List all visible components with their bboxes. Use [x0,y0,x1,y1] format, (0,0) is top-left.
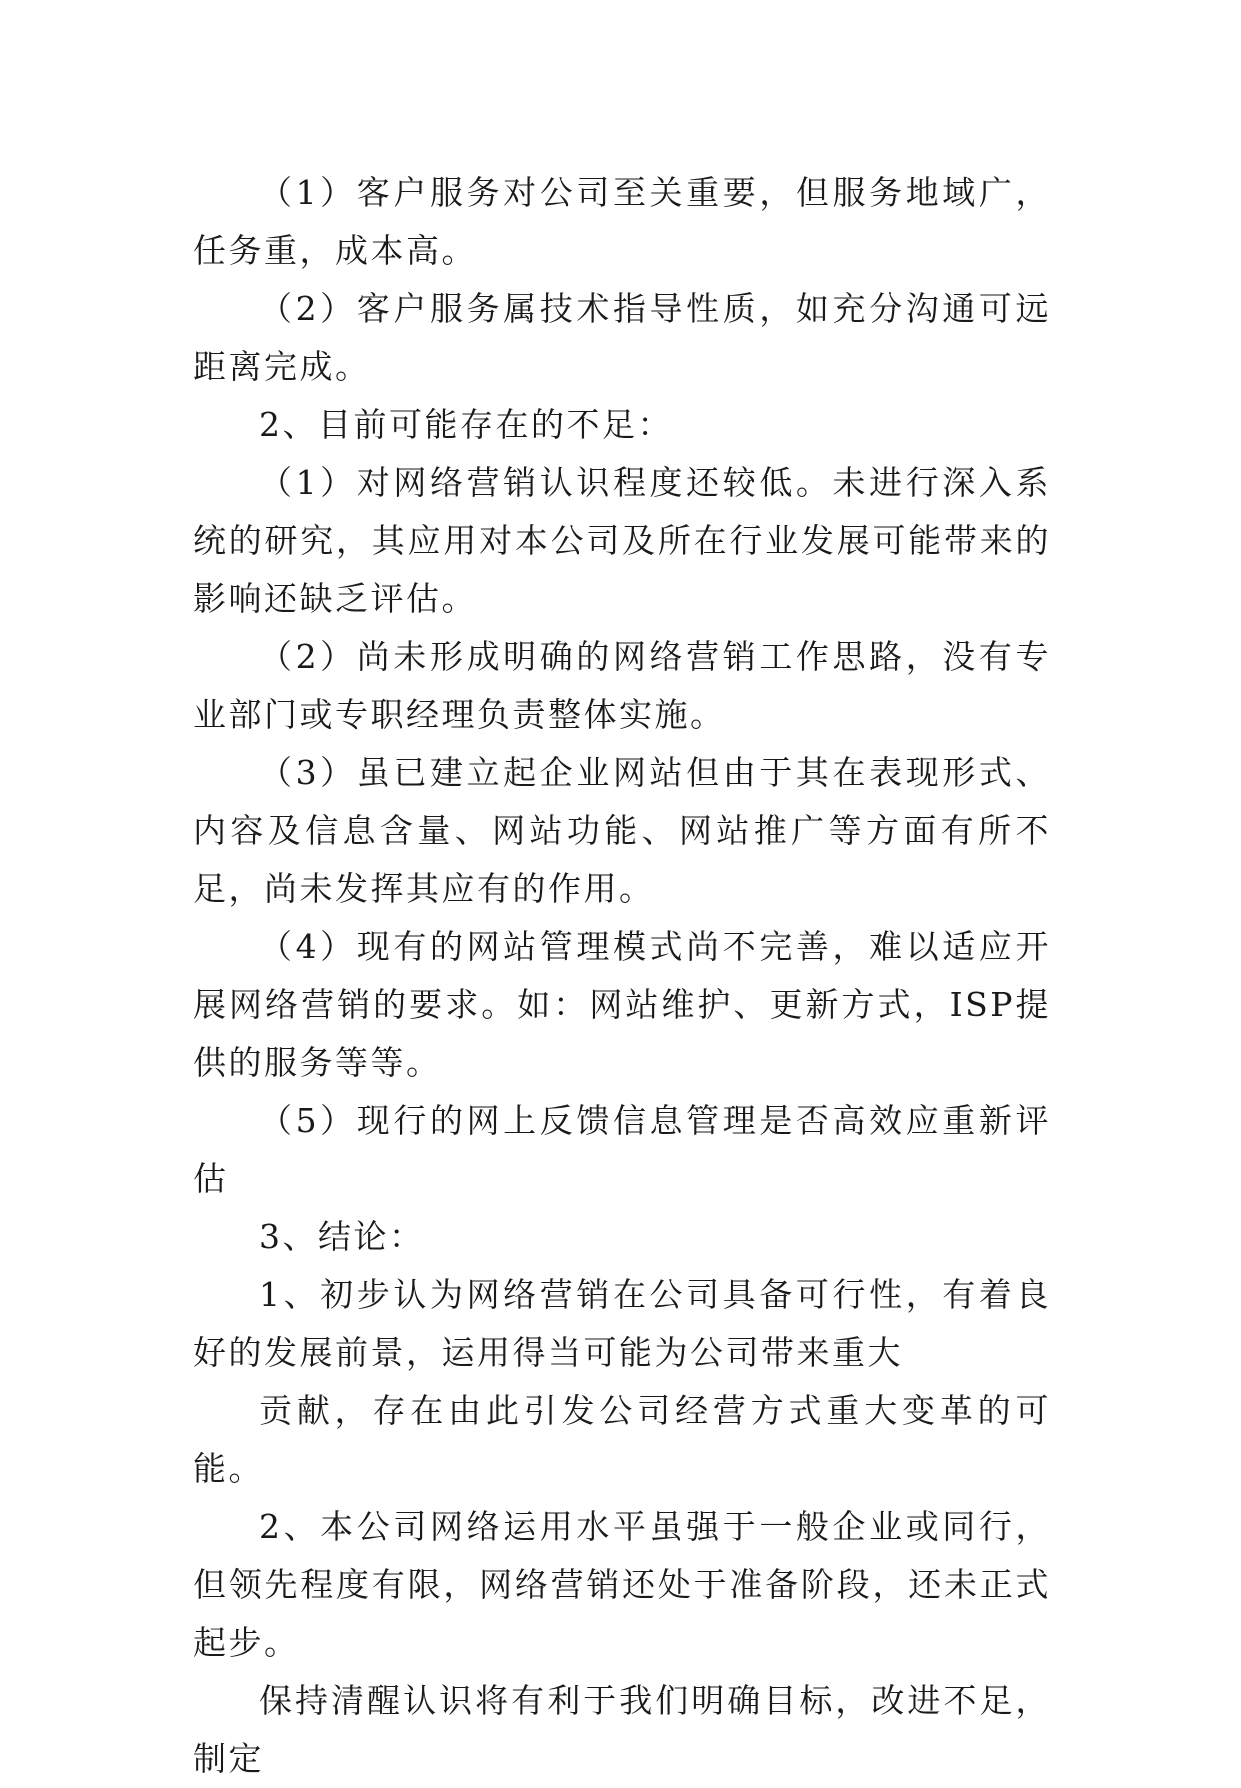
document-body [193,164,1051,1788]
paragraph-customer-service-importance: （1）客户服务对公司至关重要，但服务地域广，任务重，成本高。 [193,173,1051,270]
heading-conclusion: 3、结论： [259,1217,425,1256]
paragraph-conclusion-2: 2、本公司网络运用水平虽强于一般企业或同行，但领先程度有限，网络营销还处于准备阶段，还未正式起步。 [193,1507,1051,1662]
paragraph-shortcoming-3: （3）虽已建立起企业网站但由于其在表现形式、内容及信息含量、网站功能、网站推广等方面有所不足，尚未发挥其应有的作用。 [193,753,1051,908]
paragraph-customer-service-remote: （2）客户服务属技术指导性质，如充分沟通可远距离完成。 [193,289,1051,386]
paragraph-conclusion-1: 1、初步认为网络营销在公司具备可行性，有着良好的发展前景，运用得当可能为公司带来重大 [193,1275,1051,1372]
heading-current-shortcomings: 2、目前可能存在的不足： [259,405,673,444]
paragraph-conclusion-1-continued: 贡献，存在由此引发公司经营方式重大变革的可能。 [193,1391,1051,1488]
paragraph-shortcoming-5: （5）现行的网上反馈信息管理是否高效应重新评估 [193,1101,1051,1198]
paragraph-conclusion-closing: 保持清醒认识将有利于我们明确目标，改进不足，制定 [193,1681,1051,1778]
paragraph-shortcoming-4: （4）现有的网站管理模式尚不完善，难以适应开展网络营销的要求。如：网站维护、更新方式，ISP提供的服务等等。 [193,927,1051,1082]
paragraph-shortcoming-2: （2）尚未形成明确的网络营销工作思路，没有专业部门或专职经理负责整体实施。 [193,637,1051,734]
paragraph-shortcoming-1: （1）对网络营销认识程度还较低。未进行深入系统的研究，其应用对本公司及所在行业发展可能带来的影响还缺乏评估。 [193,463,1051,618]
